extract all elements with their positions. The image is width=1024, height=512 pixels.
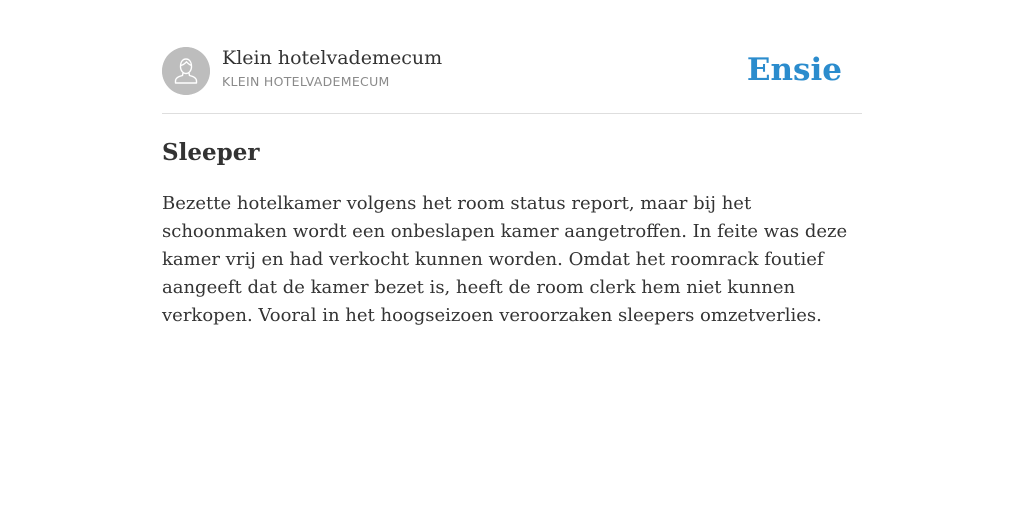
- author-subtitle: KLEIN HOTELVADEMECUM: [222, 74, 390, 89]
- article-title: Sleeper: [162, 139, 260, 166]
- header: [162, 46, 862, 114]
- article-body: Bezette hotelkamer volgens het room status report, maar bij het schoonmaken wordt een onbeslapen kamer aangetroffen. In feite was deze kamer vrij en had verkocht kunnen worden. Omdat het roomrack foutief aangeeft dat de kamer bezet is, heeft de room clerk hem niet kunnen verkopen. Vooral in het hoogseizoen veroorzaken sleepers omzetverlies.: [162, 193, 848, 326]
- avatar[interactable]: [162, 47, 210, 95]
- author-name[interactable]: Klein hotelvademecum: [222, 47, 443, 69]
- brand-logo[interactable]: Ensie: [746, 52, 842, 88]
- user-placeholder-icon: [162, 47, 210, 95]
